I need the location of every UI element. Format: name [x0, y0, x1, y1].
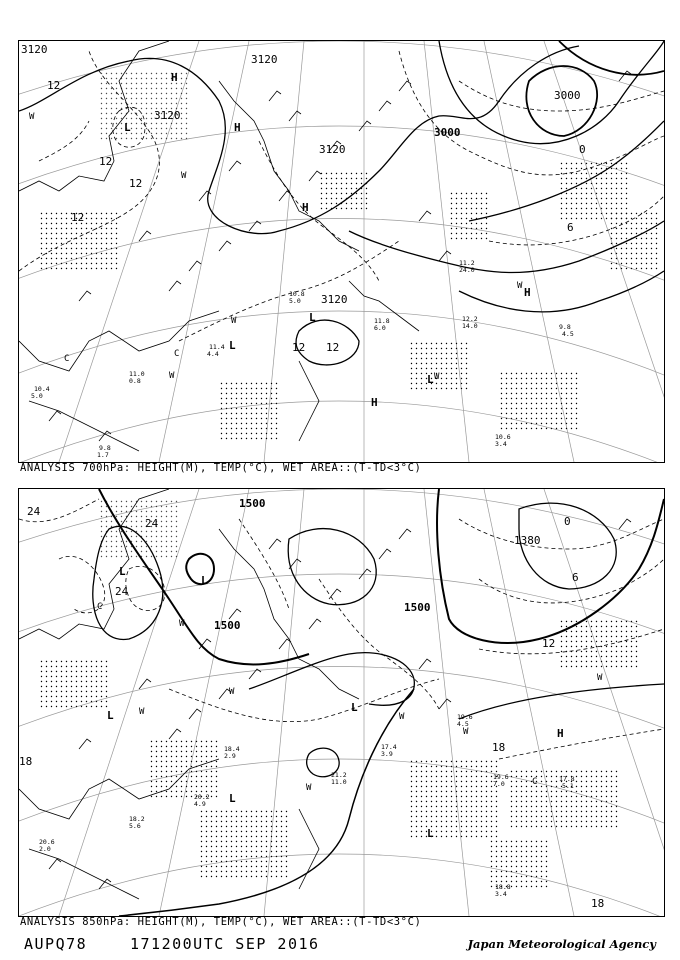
height-label: 1500 — [214, 619, 241, 632]
station-temp: 10.6 — [495, 433, 511, 441]
isotherm-label: 12 — [71, 211, 85, 224]
station-dew: 2.0 — [39, 845, 51, 853]
station-temp: 11.8 — [374, 317, 390, 325]
station-dew: 4.9 — [194, 800, 206, 808]
station-dew: 3.4 — [495, 890, 507, 898]
isotherm-label: 18 — [19, 755, 33, 768]
station-dew: 4.5 — [562, 330, 574, 338]
height-label: 1380 — [514, 534, 541, 547]
warm-centre: W — [29, 112, 35, 122]
cold-centre: C — [174, 349, 180, 359]
isotherm-label: 6 — [567, 221, 574, 234]
caption-850hpa: ANALYSIS 850hPa: HEIGHT(M), TEMP(°C), WET AREA::(T-TD<3°C) — [20, 916, 422, 928]
chart-footer — [0, 932, 680, 956]
valid-time: 171200UTC SEP 2016 — [130, 935, 320, 953]
isotherm-label: 24 — [27, 505, 41, 518]
station-temp: 11.2 — [459, 259, 475, 267]
station-temp: 11.4 — [209, 343, 225, 351]
station-temp: 9.8 — [559, 323, 571, 331]
station-dew: 11.0 — [331, 778, 347, 786]
height-label: 1500 — [239, 497, 266, 510]
station-dew: 5.0 — [289, 297, 301, 305]
isotherm-label: 12 — [542, 637, 556, 650]
station-temp: 10.4 — [34, 385, 50, 393]
isotherm-label: 12 — [47, 79, 61, 92]
low-centre: L — [201, 574, 208, 587]
low-centre: L — [107, 709, 114, 722]
high-centre: H — [171, 71, 178, 84]
low-centre: L — [229, 792, 236, 805]
height-labels — [214, 497, 541, 632]
station-temp: 17.4 — [381, 743, 397, 751]
warm-centre: W — [434, 372, 440, 382]
isotherm-label: 12 — [99, 155, 113, 168]
low-centre: L — [309, 311, 316, 324]
station-dew: 5.0 — [31, 392, 43, 400]
station-dew: 14.0 — [462, 322, 478, 330]
height-label: 1500 — [404, 601, 431, 614]
isotherm-label: 12 — [292, 341, 306, 354]
height-label: 3120 — [154, 109, 181, 122]
station-dew: 3.9 — [381, 750, 393, 758]
station-temp: 18.4 — [224, 745, 240, 753]
warm-centre: W — [597, 673, 603, 683]
station-temp: 18.2 — [129, 815, 145, 823]
warm-centre: W — [181, 171, 187, 181]
low-centre: L — [119, 565, 126, 578]
station-dew: 1.7 — [97, 451, 109, 459]
height-label: 3120 — [251, 53, 278, 66]
station-dew: 0.8 — [129, 377, 141, 385]
station-dew: 7.0 — [493, 780, 505, 788]
low-centre: L — [427, 827, 434, 840]
station-dew: 2.9 — [224, 752, 236, 760]
station-dew: 24.0 — [459, 266, 475, 274]
warm-centre: W — [231, 316, 237, 326]
station-temp: 19.6 — [457, 713, 473, 721]
height-label: 3000 — [434, 126, 461, 139]
warm-centre: W — [463, 727, 469, 737]
station-temp: 20.6 — [39, 838, 55, 846]
station-dew: 5.6 — [129, 822, 141, 830]
height-label: 3120 — [321, 293, 348, 306]
chart-700hpa — [18, 40, 665, 463]
map-850hpa — [19, 489, 664, 916]
high-centre: H — [302, 201, 309, 214]
caption-700hpa: ANALYSIS 700hPa: HEIGHT(M), TEMP(°C), WET AREA::(T-TD<3°C) — [20, 462, 422, 474]
warm-centre: W — [169, 371, 175, 381]
high-centre: H — [234, 121, 241, 134]
isotherm-label: 0 — [579, 143, 586, 156]
isotherm-label: 24 — [145, 517, 159, 530]
high-centre: H — [371, 396, 378, 409]
station-dew: 4.5 — [457, 720, 469, 728]
low-centre: L — [124, 121, 131, 134]
isotherm-label: 0 — [564, 515, 571, 528]
wet-areas — [39, 71, 659, 441]
wind-barbs — [49, 519, 631, 889]
station-dew: 5.1 — [562, 782, 574, 790]
isotherm-label: 12 — [326, 341, 340, 354]
low-centre: L — [351, 701, 358, 714]
station-temp: 11.0 — [129, 370, 145, 378]
isotherm-label: 18 — [591, 897, 605, 910]
low-centre: L — [427, 373, 434, 386]
high-centre: H — [524, 286, 531, 299]
station-temp: 20.2 — [194, 793, 210, 801]
warm-centre: W — [139, 707, 145, 717]
warm-centre: W — [229, 687, 235, 697]
high-centre: H — [557, 727, 564, 740]
warm-centre: W — [399, 712, 405, 722]
cold-centre: C — [97, 602, 103, 612]
station-temp: 17.8 — [559, 775, 575, 783]
isotherm-label: 12 — [129, 177, 143, 190]
station-temp: 19.6 — [493, 773, 509, 781]
chart-850hpa — [18, 488, 665, 917]
warm-centre: W — [517, 281, 523, 291]
station-temp: 18.8 — [495, 883, 511, 891]
station-dew: 3.4 — [495, 440, 507, 448]
isotherm-label: 18 — [492, 741, 506, 754]
agency-credit: Japan Meteorological Agency — [467, 937, 656, 951]
warm-centre: W — [306, 783, 312, 793]
chart-id: AUPQ78 — [24, 935, 88, 953]
low-centre: L — [229, 339, 236, 352]
cold-centre: C — [64, 354, 70, 364]
isotherm-label: 6 — [572, 571, 579, 584]
station-temp: 9.8 — [99, 444, 111, 452]
height-label: 3120 — [21, 43, 48, 56]
station-temp: 10.8 — [289, 290, 305, 298]
map-700hpa — [19, 41, 664, 462]
station-dew: 6.0 — [374, 324, 386, 332]
height-label: 3120 — [319, 143, 346, 156]
warm-centre: W — [179, 619, 185, 629]
height-label: 3000 — [554, 89, 581, 102]
wet-areas — [39, 499, 639, 889]
station-dew: 4.4 — [207, 350, 219, 358]
station-plots — [31, 259, 574, 459]
cold-centre: C — [532, 777, 538, 787]
station-temp: 12.2 — [462, 315, 478, 323]
isotherm-label: 24 — [115, 585, 129, 598]
station-temp: 21.2 — [331, 771, 347, 779]
